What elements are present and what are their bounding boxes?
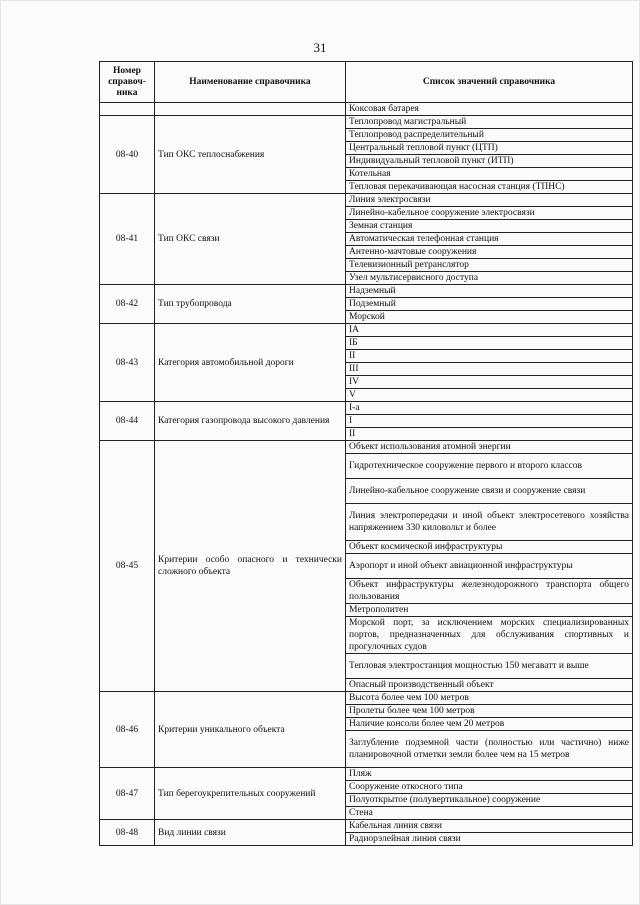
value-cell: Аэропорт и иной объект авиационной инфраструктуры <box>346 554 633 579</box>
page-number: 31 <box>313 40 327 55</box>
value-cell: Объект космической инфраструктуры <box>346 541 633 554</box>
value-cell: Заглубление подземной части (полностью или частично) ниже планировочной отметки земли более чем на 15 метров <box>346 731 633 768</box>
value-cell: III <box>346 363 633 376</box>
value-cell: II <box>346 428 633 441</box>
value-cell: Коксовая батарея <box>346 103 633 116</box>
value-cell: II <box>346 350 633 363</box>
name-cell: Тип трубопровода <box>155 285 346 324</box>
value-cell: I <box>346 415 633 428</box>
code-cell: 08-46 <box>100 692 155 768</box>
value-cell: Гидротехническое сооружение первого и второго классов <box>346 454 633 479</box>
value-cell: Линия электропередачи и иной объект электросетевого хозяйства напряжением 330 киловольт и более <box>346 504 633 541</box>
value-cell: Кабельная линия связи <box>346 820 633 833</box>
value-cell: Сооружение откосного типа <box>346 781 633 794</box>
name-cell: Тип берегоукрепительных сооружений <box>155 768 346 820</box>
code-cell: 08-40 <box>100 116 155 194</box>
value-cell: Телевизионный ретранслятор <box>346 259 633 272</box>
value-cell: Линия электросвязи <box>346 194 633 207</box>
table-header-row <box>100 62 633 103</box>
table-row <box>100 820 633 833</box>
value-cell: Объект инфраструктуры железнодорожного транспорта общего пользования <box>346 579 633 604</box>
value-cell: Опасный производственный объект <box>346 679 633 692</box>
value-cell: V <box>346 389 633 402</box>
name-cell: Критерии особо опасного и технически сложного объекта <box>155 441 346 692</box>
table-row <box>100 402 633 415</box>
name-cell: Категория газопровода высокого давления <box>155 402 346 441</box>
name-cell: Категория автомобильной дороги <box>155 324 346 402</box>
header-values: Список значений справочника <box>346 62 633 103</box>
value-cell: Линейно-кабельное сооружение связи и сооружение связи <box>346 479 633 504</box>
table-row <box>100 285 633 298</box>
value-cell: Пролеты более чем 100 метров <box>346 705 633 718</box>
value-cell: Стена <box>346 807 633 820</box>
value-cell: Индивидуальный тепловой пункт (ИТП) <box>346 155 633 168</box>
value-cell: Радиорэлейная линия связи <box>346 833 633 846</box>
code-cell: 08-44 <box>100 402 155 441</box>
value-cell: Узел мультисервисного доступа <box>346 272 633 285</box>
table-row <box>100 692 633 705</box>
value-cell: Морской порт, за исключением морских специализированных портов, предназначенных для обслуживания спортивных и прогулочных судов <box>346 617 633 654</box>
reference-table <box>99 61 633 846</box>
code-cell: 08-42 <box>100 285 155 324</box>
header-name: Наименование справочника <box>155 62 346 103</box>
table-row <box>100 324 633 337</box>
value-cell: IБ <box>346 337 633 350</box>
code-cell: 08-48 <box>100 820 155 846</box>
value-cell: Котельная <box>346 168 633 181</box>
table-row <box>100 441 633 454</box>
value-cell: Объект использования атомной энергии <box>346 441 633 454</box>
value-cell: Наличие консоли более чем 20 метров <box>346 718 633 731</box>
value-cell: IV <box>346 376 633 389</box>
code-cell: 08-47 <box>100 768 155 820</box>
name-cell: Вид линии связи <box>155 820 346 846</box>
header-code: Номер справоч-ника <box>100 62 155 103</box>
value-cell: Морской <box>346 311 633 324</box>
code-cell: 08-45 <box>100 441 155 692</box>
name-cell: Тип ОКС теплоснабжения <box>155 116 346 194</box>
value-cell: IА <box>346 324 633 337</box>
value-cell: Центральный тепловой пункт (ЦТП) <box>346 142 633 155</box>
table-row <box>100 768 633 781</box>
name-cell <box>155 103 346 116</box>
value-cell: Высота более чем 100 метров <box>346 692 633 705</box>
table-row <box>100 116 633 129</box>
value-cell: Тепловая электростанция мощностью 150 мегаватт и выше <box>346 654 633 679</box>
name-cell: Тип ОКС связи <box>155 194 346 285</box>
value-cell: Линейно-кабельное сооружение электросвязи <box>346 207 633 220</box>
value-cell: Подземный <box>346 298 633 311</box>
table-row <box>100 194 633 207</box>
value-cell: Надземный <box>346 285 633 298</box>
table-row <box>100 103 633 116</box>
value-cell: Пляж <box>346 768 633 781</box>
value-cell: Теплопровод магистральный <box>346 116 633 129</box>
value-cell: Тепловая перекачивающая насосная станция (ТПНС) <box>346 181 633 194</box>
value-cell: Антенно-мачтовые сооружения <box>346 246 633 259</box>
code-cell: 08-41 <box>100 194 155 285</box>
name-cell: Критерии уникального объекта <box>155 692 346 768</box>
value-cell: I-а <box>346 402 633 415</box>
value-cell: Теплопровод распределительный <box>346 129 633 142</box>
code-cell <box>100 103 155 116</box>
value-cell: Земная станция <box>346 220 633 233</box>
value-cell: Метрополитен <box>346 604 633 617</box>
value-cell: Автоматическая телефонная станция <box>346 233 633 246</box>
value-cell: Полуоткрытое (полувертикальное) сооружение <box>346 794 633 807</box>
code-cell: 08-43 <box>100 324 155 402</box>
